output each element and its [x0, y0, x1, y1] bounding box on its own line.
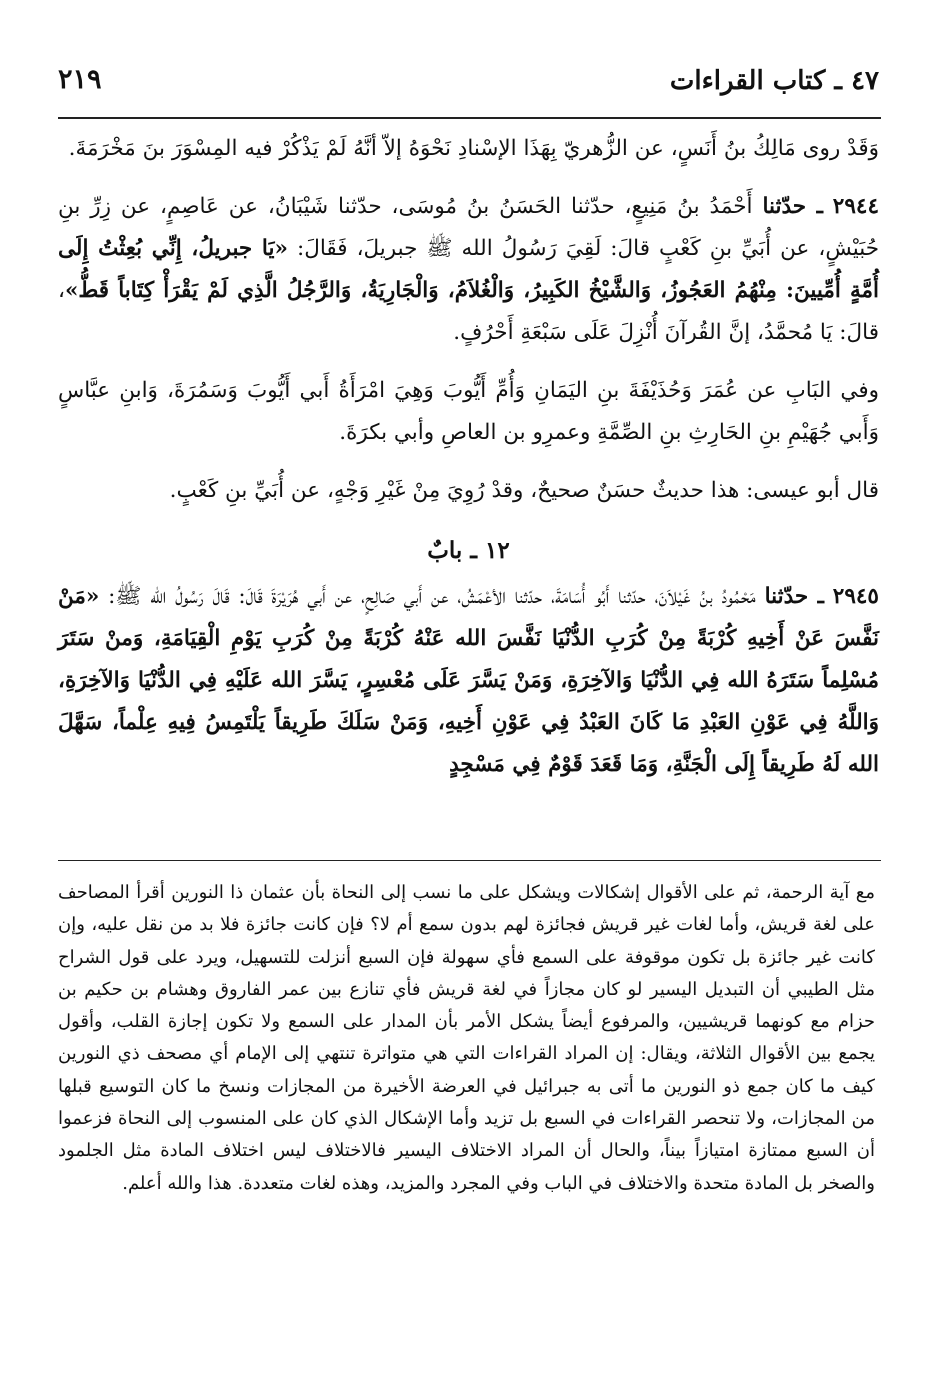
- chapter-title: ١٢ ـ بابٌ: [427, 537, 510, 564]
- hadith-isnad: أَحْمَدُ بنُ مَنِيعٍ، حدّثنا الحَسَنُ بنُ مُوسَى، حدّثنا شَيْبَانُ، عن عَاصِمٍ، عن زِرِّ بنِ حُبَيْشٍ، عن أُبَيِّ بنِ كَعْبٍ قالَ: لَقِيَ رَسُولُ الله ﷺ جبريلَ، فَقَالَ:: [58, 194, 879, 261]
- hadith-isnad: مَحْمُودُ بنُ غَيْلاَنَ، حدّثنا أَبُو أُسَامَةَ، حدّثنا الأعْمَشُ، عن أَبي صَالِحٍ، عن أَبي هُرَيْرَةَ قَالَ: قَالَ رَسُولُ الله ﷺ:: [108, 584, 756, 609]
- page-header: [58, 58, 879, 108]
- page-number: ٢١٩: [58, 64, 102, 95]
- footnote: [58, 877, 875, 1200]
- main-text: [58, 128, 879, 786]
- intro-paragraph: وَقَدْ روى مَالِكُ بنُ أَنَسٍ، عن الزُّهريّ بِهَذَا الإسْنادِ نَحْوَهُ إلاّ أنَّهُ لَمْ يَذْكُرْ فيه المِسْوَرَ بنَ مَخْرَمَةَ.: [68, 136, 879, 161]
- hadith-2945: [58, 576, 879, 786]
- hadith-number: ٢٩٤٤: [832, 194, 879, 219]
- haddathana-label: ـ حدّثنا: [764, 584, 824, 609]
- haddathana-label: ـ حدّثنا: [762, 194, 823, 219]
- footnote-rule: [58, 860, 881, 861]
- hadith-2944: [58, 186, 879, 354]
- hadith-matn: «يَا جبريلُ، إِنِّي بُعِثْتُ إِلَى أُمَّةٍ أُمِّيينَ: مِنْهُمُ العَجُوزُ، وَالشَّيْخُ الكَبِيرُ، وَالْغُلاَمُ، وَالْجَارِيَةُ، وَالرَّجُلُ الَّذِي لَمْ يَقْرَأْ كِتَاباً قَطُّ»: [58, 236, 879, 303]
- bab-note-paragraph: وفي البَابِ عن عُمَرَ وَحُذَيْفَةَ بنِ اليَمَانِ وَأُمِّ أَيُّوبَ وَهِيَ امْرَأَةُ أَبي أَيُّوبَ وَسَمُرَةَ، وَابنِ عبَّاسٍ وَأَبي جُهَيْمِ بنِ الحَارِثِ بنِ الصِّمَّةِ وعمرِو بن العاصِ وأبي بكرَةَ.: [58, 378, 879, 445]
- abu-isa-paragraph: قال أبو عيسى: هذا حديثٌ حسَنٌ صحيحٌ، وقدْ رُوِيَ مِنْ غَيْرِ وَجْهٍ، عن أُبَيِّ بنِ كَعْبٍ.: [169, 478, 879, 503]
- hadith-number: ٢٩٤٥: [832, 584, 879, 609]
- hadith-matn: «مَنْ نَفَّسَ عَنْ أَخِيهِ كُرْبَةً مِنْ كُرَبِ الدُّنْيَا نَفَّسَ الله عَنْهُ كُرْبَةً مِنْ كُرَبِ يَوْمِ الْقِيَامَةِ، وَمنْ سَتَرَ مُسْلِماً سَتَرَهُ الله فِي الدُّنْيَا وَالآخِرَةِ، وَمَنْ يَسَّرَ عَلَى مُعْسِرٍ، يَسَّرَ الله عَلَيْهِ فِي الدُّنْيَا وَالآخِرَةِ، وَاللَّهُ فِي عَوْنِ العَبْدِ مَا كَانَ العَبْدُ فِي عَوْنِ أَخِيهِ، وَمَنْ سَلَكَ طَرِيقاً يَلْتَمِسُ فِيهِ عِلْماً، سَهَّلَ الله لَهُ طَرِيقاً إِلَى الْجَنَّةِ، وَمَا قَعَدَ قَوْمٌ فِي مَسْجِدٍ: [58, 584, 879, 777]
- header-rule: [58, 117, 881, 119]
- hadith-ending: ، قالَ: يَا مُحمَّدُ، إنَّ القُرآنَ أُنْزِلَ عَلَى سَبْعَةِ أَحْرُفٍ.: [58, 278, 879, 345]
- footnote-text: مع آية الرحمة، ثم على الأقوال إشكالات ويشكل على ما نسب إلى النحاة بأن عثمان ذا النورين أقرأ المصاحف على لغة قريش، وأما لغات غير قريش فجائزة لهم بدون سمع أم لا؟ فإن كانت جائزة فلا بد من نقل عليه، وإن كانت غير جائزة بل تكون موقوفة على السمع فأي سهولة فإن السبع أنزلت للتسهيل، ويرد على قول الشراح مثل الطيبي أن التبديل اليسير لو كان مجازاً في لغة قريش فأي تنازع بين عمر الفاروق وهشام بن حكيم بن حزام مع كونهما قريشيين، والمرفوع أيضاً يشكل الأمر بأن المدار على السمع ولا تكون إجازة القلب، وأقول يجمع بين الأقوال الثلاثة، ويقال: إن المراد القراءات التي هي متواترة تنتهي إلى الإمام أي مصحف ذي النورين كيف ما كان جمع ذو النورين ما أتى به جبرائيل في العرضة الأخيرة من المجازات ونسخ ما كان التوسيع قبلها من المجازات، ولا تنحصر القراءات في السبع بل تزيد وأما الإشكال الذي كان على المنسوب إلى النحاة فزعموا أن السبع ممتازة امتيازاً بيناً، والحال أن المراد الاختلاف اليسير فالاختلاف ليس اختلاف المادة مثل الجلمود والصخر بل المادة متحدة والاختلاف في الباب وفي المجرد والمزيد، وهذه لغات متعددة. هذا والله أعلم.: [58, 882, 875, 1194]
- running-head: ٤٧ ـ كتاب القراءات: [669, 66, 879, 96]
